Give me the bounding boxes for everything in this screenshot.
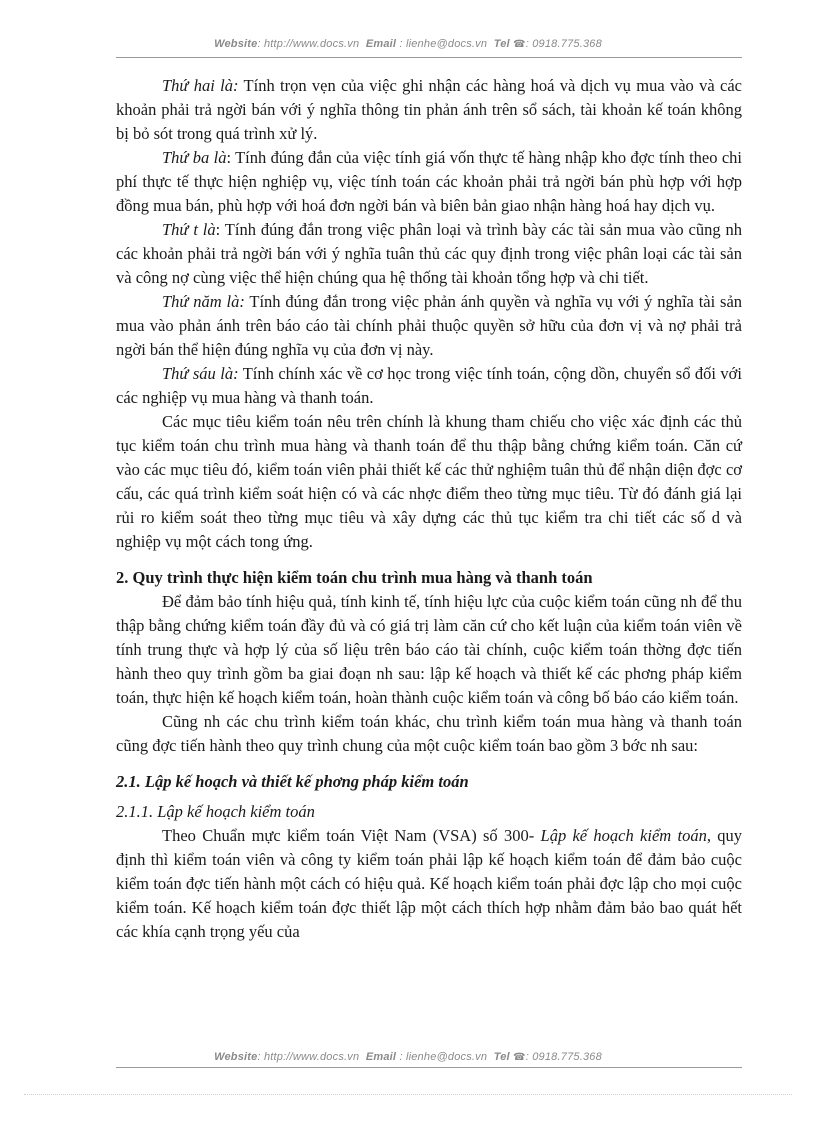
section-2-heading: 2. Quy trình thực hiện kiểm toán chu trình mua hàng và thanh toán [116, 568, 593, 587]
paragraph-lead: Thứ ba là [162, 148, 227, 167]
tel-label: Tel [493, 38, 510, 50]
paragraph-text: : Tính đúng đắn trong việc phân loại và trình bày các tài sản mua vào cũng nh các khoản phải trả ngời bán với ý nghĩa tuân thủ các quy định trong việc phân loại các tài sản và công nợ cùng việc thể hiện chúng qua hệ thống tài khoản tổng hợp và chi tiết. [116, 220, 742, 287]
section-2-1-1-paragraph [116, 824, 742, 944]
website-value: : http://www.docs.vn [257, 38, 360, 50]
paragraph-thu-tu [116, 218, 742, 290]
paragraph-thu-ba [116, 146, 742, 218]
document-body [116, 74, 742, 944]
website-label: Website [214, 38, 258, 50]
section-2-paragraph: Để đảm bảo tính hiệu quả, tính kinh tế, tính hiệu lực của cuộc kiểm toán cũng nh để thu thập bằng chứng kiểm toán đầy đủ và có giá trị làm căn cứ cho kết luận của kiểm toán viên về tính trung thực và hợp lý của số liệu trên báo cáo tài chính, cuộc kiểm toán thờng đợc tiến hành theo quy trình gồm ba giai đoạn nh sau: lập kế hoạch và thiết kế các phơng pháp kiểm toán, thực hiện kế hoạch kiểm toán, hoàn thành cuộc kiểm toán và công bố báo cáo kiểm toán. [116, 592, 742, 707]
footer-rule [116, 1067, 742, 1068]
website-value: : http://www.docs.vn [257, 1051, 360, 1063]
tel-value: : 0918.775.368 [525, 1051, 602, 1063]
paragraph-text: Theo Chuẩn mực kiểm toán Việt Nam (VSA) số 300- [162, 826, 541, 845]
paragraph-text: : Tính đúng đắn của việc tính giá vốn thực tế hàng nhập kho đợc tính theo chi phí thực tế thực hiện nghiệp vụ, việc tính toán các khoản phải trả ngời bán phù hợp với hợp đồng mua bán, phù hợp với hoá đơn ngời bán và biên bản giao nhận hàng hoá hay dịch vụ. [116, 148, 742, 215]
section-2-1-1-heading: 2.1.1. Lập kế hoạch kiểm toán [116, 802, 315, 821]
paragraph-lead: Thứ hai là: [162, 76, 239, 95]
tel-value: : 0918.775.368 [525, 38, 602, 50]
page-footer [0, 1051, 816, 1063]
paragraph-muc-tieu [116, 410, 742, 554]
page-edge-divider [24, 1094, 792, 1095]
standard-title: Lập kế hoạch kiểm toán [540, 826, 707, 845]
paragraph-text: Các mục tiêu kiểm toán nêu trên chính là khung tham chiếu cho việc xác định các thủ tục kiểm toán chu trình mua hàng và thanh toán để thu thập bằng chứng kiểm toán. Căn cứ vào các mục tiêu đó, kiểm toán viên phải thiết kế các thử nghiệm tuân thủ để nhận diện đợc cơ cấu, các quá trình kiểm soát hiện có và các nhợc điểm theo từng mục tiêu. Từ đó đánh giá lại rủi ro kiểm soát theo từng mục tiêu và xây dựng các thủ tục kiểm tra chi tiết các số d và nghiệp vụ một cách tong ứng. [116, 412, 742, 551]
email-value: : lienhe@docs.vn [399, 38, 488, 50]
email-label: Email [365, 1051, 397, 1063]
paragraph-text: Tính chính xác về cơ học trong việc tính toán, cộng dồn, chuyển sổ đối với các nghiệp vụ mua hàng và thanh toán. [116, 364, 742, 407]
website-label: Website [214, 1051, 258, 1063]
email-label: Email [365, 38, 397, 50]
section-2-1-heading: 2.1. Lập kế hoạch và thiết kế phơng pháp kiểm toán [116, 772, 469, 791]
header-rule [116, 57, 742, 58]
paragraph-lead: Thứ sáu là: [162, 364, 239, 383]
paragraph-thu-sau [116, 362, 742, 410]
paragraph-thu-nam [116, 290, 742, 362]
phone-icon: ☎ [513, 1052, 526, 1063]
phone-icon: ☎ [513, 39, 526, 50]
paragraph-thu-hai [116, 74, 742, 146]
paragraph-lead: Thứ năm là: [162, 292, 245, 311]
paragraph-text: , quy định thì kiểm toán viên và công ty kiểm toán phải lập kế hoạch kiểm toán để đảm bảo cuộc kiểm toán đợc tiến hành một cách có hiệu quả. Kế hoạch kiểm toán phải đợc lập cho mọi cuộc kiểm toán. Kế hoạch kiểm toán đợc thiết lập một cách thích hợp nhằm đảm bảo bao quát hết các khía cạnh trọng yếu của [116, 826, 742, 941]
page-header [0, 38, 816, 50]
paragraph-text: Tính đúng đắn trong việc phản ánh quyền và nghĩa vụ với ý nghĩa tài sản mua vào phản ánh trên báo cáo tài chính phải thuộc quyền sở hữu của đơn vị và nợ phải trả ngời bán thể hiện đúng nghĩa vụ của đơn vị này. [116, 292, 743, 359]
paragraph-text: Tính trọn vẹn của việc ghi nhận các hàng hoá và dịch vụ mua vào và các khoản phải trả ngời bán với ý nghĩa thông tin phản ánh trên sổ sách, tài khoản kế toán không bị bỏ sót trong quá trình xử lý. [116, 76, 742, 143]
paragraph-lead: Thứ t là [162, 220, 216, 239]
tel-label: Tel [493, 1051, 510, 1063]
email-value: : lienhe@docs.vn [399, 1051, 488, 1063]
section-2-paragraph: Cũng nh các chu trình kiểm toán khác, chu trình kiểm toán mua hàng và thanh toán cũng đợc tiến hành theo quy trình chung của một cuộc kiểm toán bao gồm 3 bớc nh sau: [116, 712, 742, 755]
